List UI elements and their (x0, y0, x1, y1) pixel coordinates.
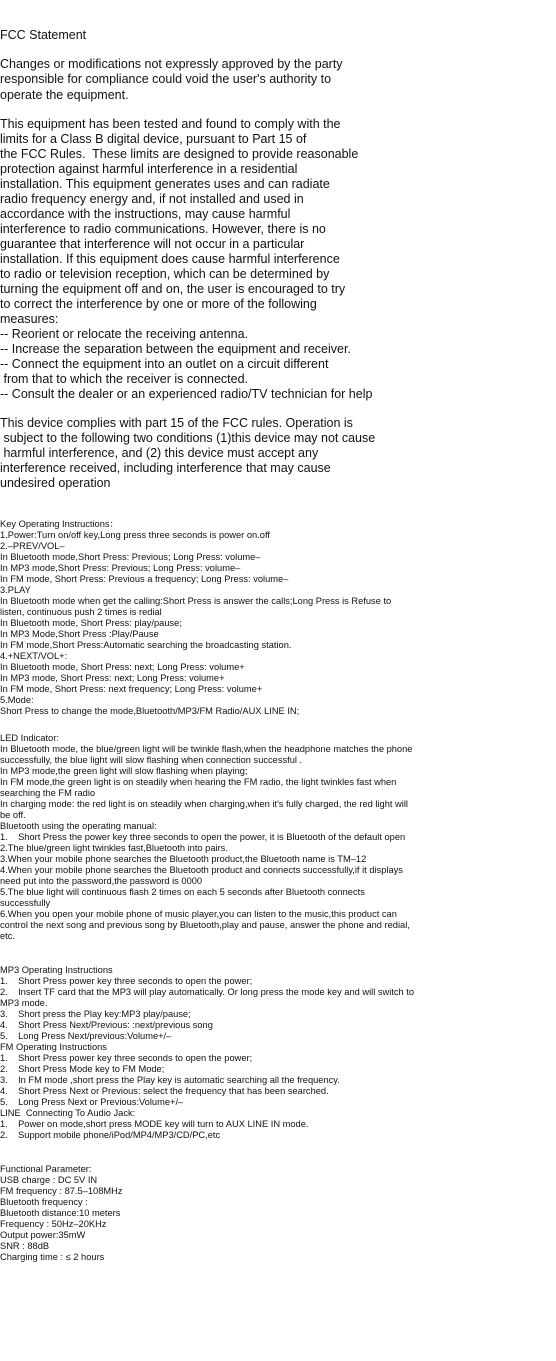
text-line: In Bluetooth mode, Short Press: play/pause; (0, 618, 182, 628)
text-line: 3. Short press the Play key:MP3 play/pause; (0, 1009, 191, 1019)
text-line: In Bluetooth mode, the blue/green light will be twinkle flash,when the headphone matches the phone (0, 744, 413, 754)
text-line: from that to which the receiver is connected. (0, 372, 249, 386)
text-line: Frequency : 50Hz–20KHz (0, 1219, 107, 1229)
section-heading: Bluetooth using the operating manual: (0, 821, 157, 831)
text-line: interference received, including interference that may cause (0, 461, 331, 475)
text-line: In Bluetooth mode,Short Press: Previous; Long Press: volume– (0, 552, 261, 562)
text-line: protection against harmful interference in a residential (0, 162, 298, 176)
text-line: Changes or modifications not expressly approved by the party (0, 57, 343, 71)
text-line: 3. In FM mode ,short press the Play key is automatic searching all the frequency. (0, 1075, 340, 1085)
text-line: operate the equipment. (0, 88, 129, 102)
text-line: be off. (0, 810, 26, 820)
text-line: harmful interference, and (2) this device must accept any (0, 446, 319, 460)
section-heading: Key Operating Instructions： (0, 519, 119, 529)
text-line: In MP3 Mode,Short Press :Play/Pause (0, 629, 159, 639)
text-line: -- Reorient or relocate the receiving antenna. (0, 327, 249, 341)
section-heading: LINE Connecting To Audio Jack: (0, 1108, 136, 1118)
text-line: -- Consult the dealer or an experienced radio/TV technician for help (0, 387, 373, 401)
text-line: the FCC Rules. These limits are designed to provide reasonable (0, 147, 359, 161)
text-line: In FM mode, Short Press: Previous a frequency; Long Press: volume– (0, 574, 289, 584)
text-line: successfully, the blue light will slow flashing when connection successful . (0, 755, 303, 765)
text-line: subject to the following two conditions (1)this device may not cause (0, 431, 376, 445)
text-line: 1. Short Press power key three seconds to open the power; (0, 1053, 253, 1063)
text-line: measures: (0, 312, 59, 326)
text-line: 5. Long Press Next or Previous:Volume+/– (0, 1097, 184, 1107)
text-line: guarantee that interference will not occur in a particular (0, 237, 305, 251)
text-line: In Bluetooth mode, Short Press: next; Long Press: volume+ (0, 662, 245, 672)
text-line: -- Connect the equipment into an outlet on a circuit different (0, 357, 329, 371)
text-line: 2. Insert TF card that the MP3 will play automatically. Or long press the mode key and will switch to (0, 987, 415, 997)
text-line: In FM mode, Short Press: next frequency; Long Press: volume+ (0, 684, 263, 694)
text-line: In Bluetooth mode when get the calling:Short Press is answer the calls;Long Press is Refuse to (0, 596, 392, 606)
text-line: listen, continuous push 2 times is redial (0, 607, 162, 617)
fcc-title: FCC Statement (0, 28, 87, 42)
text-line: -- Increase the separation between the equipment and receiver. (0, 342, 351, 356)
section-heading: LED Indicator: (0, 733, 59, 743)
text-line: FM frequency : 87.5–108MHz (0, 1186, 123, 1196)
text-line: This equipment has been tested and found to comply with the (0, 117, 341, 131)
text-line: MP3 mode. (0, 998, 48, 1008)
text-line: control the next song and previous song by Bluetooth,play and pause, answer the phone and redial, (0, 920, 410, 930)
text-line: accordance with the instructions, may cause harmful (0, 207, 291, 221)
text-line: Bluetooth frequency : (0, 1197, 88, 1207)
text-line: need put into the password,the password is 0000 (0, 876, 203, 886)
text-line: In MP3 mode,the green light will slow flashing when playing; (0, 766, 248, 776)
text-line: 2.–PREV/VOL– (0, 541, 65, 551)
text-line: 5.The blue light will continuous flash 2 times on each 5 seconds after Bluetooth connects (0, 887, 365, 897)
text-line: In charging mode: the red light is on steadily when charging,when it's fully charged, the red light will (0, 799, 408, 809)
text-line: In MP3 mode, Short Press: next; Long Press: volume+ (0, 673, 225, 683)
text-line: 1.Power:Turn on/off key,Long press three seconds is power on.off (0, 530, 270, 540)
text-line: Charging time : ≤ 2 hours (0, 1252, 105, 1262)
text-line: 5. Long Press Next/previous:Volume+/– (0, 1031, 172, 1041)
text-line: 5.Mode: (0, 695, 34, 705)
text-line: radio frequency energy and, if not installed and used in (0, 192, 304, 206)
section-heading: Functional Parameter: (0, 1164, 92, 1174)
text-line: 6.When you open your mobile phone of music player,you can listen to the music,this product can (0, 909, 397, 919)
text-line: This device complies with part 15 of the FCC rules. Operation is (0, 416, 353, 430)
text-line: searching the FM radio (0, 788, 96, 798)
text-line: 3.When your mobile phone searches the Bluetooth product,the Bluetooth name is TM–12 (0, 854, 367, 864)
text-line: In FM mode,the green light is on steadily when hearing the FM radio, the light twinkles fast when (0, 777, 397, 787)
text-line: responsible for compliance could void the user's authority to (0, 72, 332, 86)
text-line: successfully (0, 898, 51, 908)
text-line: installation. This equipment generates uses and can radiate (0, 177, 330, 191)
text-line: 1. Short Press power key three seconds to open the power; (0, 976, 253, 986)
text-line: In MP3 mode,Short Press: Previous; Long Press: volume– (0, 563, 241, 573)
text-line: undesired operation (0, 476, 111, 490)
text-line: Bluetooth distance:10 meters (0, 1208, 121, 1218)
text-line: USB charge : DC 5V IN (0, 1175, 98, 1185)
section-heading: FM Operating Instructions (0, 1042, 107, 1052)
text-line: limits for a Class B digital device, pursuant to Part 15 of (0, 132, 307, 146)
text-line: 1. Power on mode,short press MODE key will turn to AUX LINE IN mode. (0, 1119, 309, 1129)
text-line: 1. Short Press the power key three seconds to open the power, it is Bluetooth of the default open (0, 832, 406, 842)
text-line: 4.When your mobile phone searches the Bluetooth product and connects successfully,if it displays (0, 865, 403, 875)
text-line: installation. If this equipment does cause harmful interference (0, 252, 340, 266)
text-line: to radio or television reception, which can be determined by (0, 267, 330, 281)
text-line: 4. Short Press Next or Previous: select the frequency that has been searched. (0, 1086, 329, 1096)
text-line: In FM mode,Short Press:Automatic searching the broadcasting station. (0, 640, 292, 650)
text-line: 2.The blue/green light twinkles fast,Bluetooth into pairs. (0, 843, 228, 853)
text-line: etc. (0, 931, 15, 941)
text-line: Output power:35mW (0, 1230, 86, 1240)
text-line: 4.+NEXT/VOL+: (0, 651, 68, 661)
text-line: Short Press to change the mode,Bluetooth/MP3/FM Radio/AUX LINE IN; (0, 706, 300, 716)
text-line: 2. Support mobile phone/iPod/MP4/MP3/CD/PC,etc (0, 1130, 221, 1140)
section-heading: MP3 Operating Instructions (0, 965, 113, 975)
text-line: 2. Short Press Mode key to FM Mode; (0, 1064, 165, 1074)
text-line: to correct the interference by one or more of the following (0, 297, 317, 311)
text-line: interference to radio communications. However, there is no (0, 222, 326, 236)
text-line: turning the equipment off and on, the user is encouraged to try (0, 282, 346, 296)
text-line: 4. Short Press Next/Previous: :next/previous song (0, 1020, 213, 1030)
text-line: SNR : 88dB (0, 1241, 50, 1251)
text-line: 3.PLAY (0, 585, 31, 595)
